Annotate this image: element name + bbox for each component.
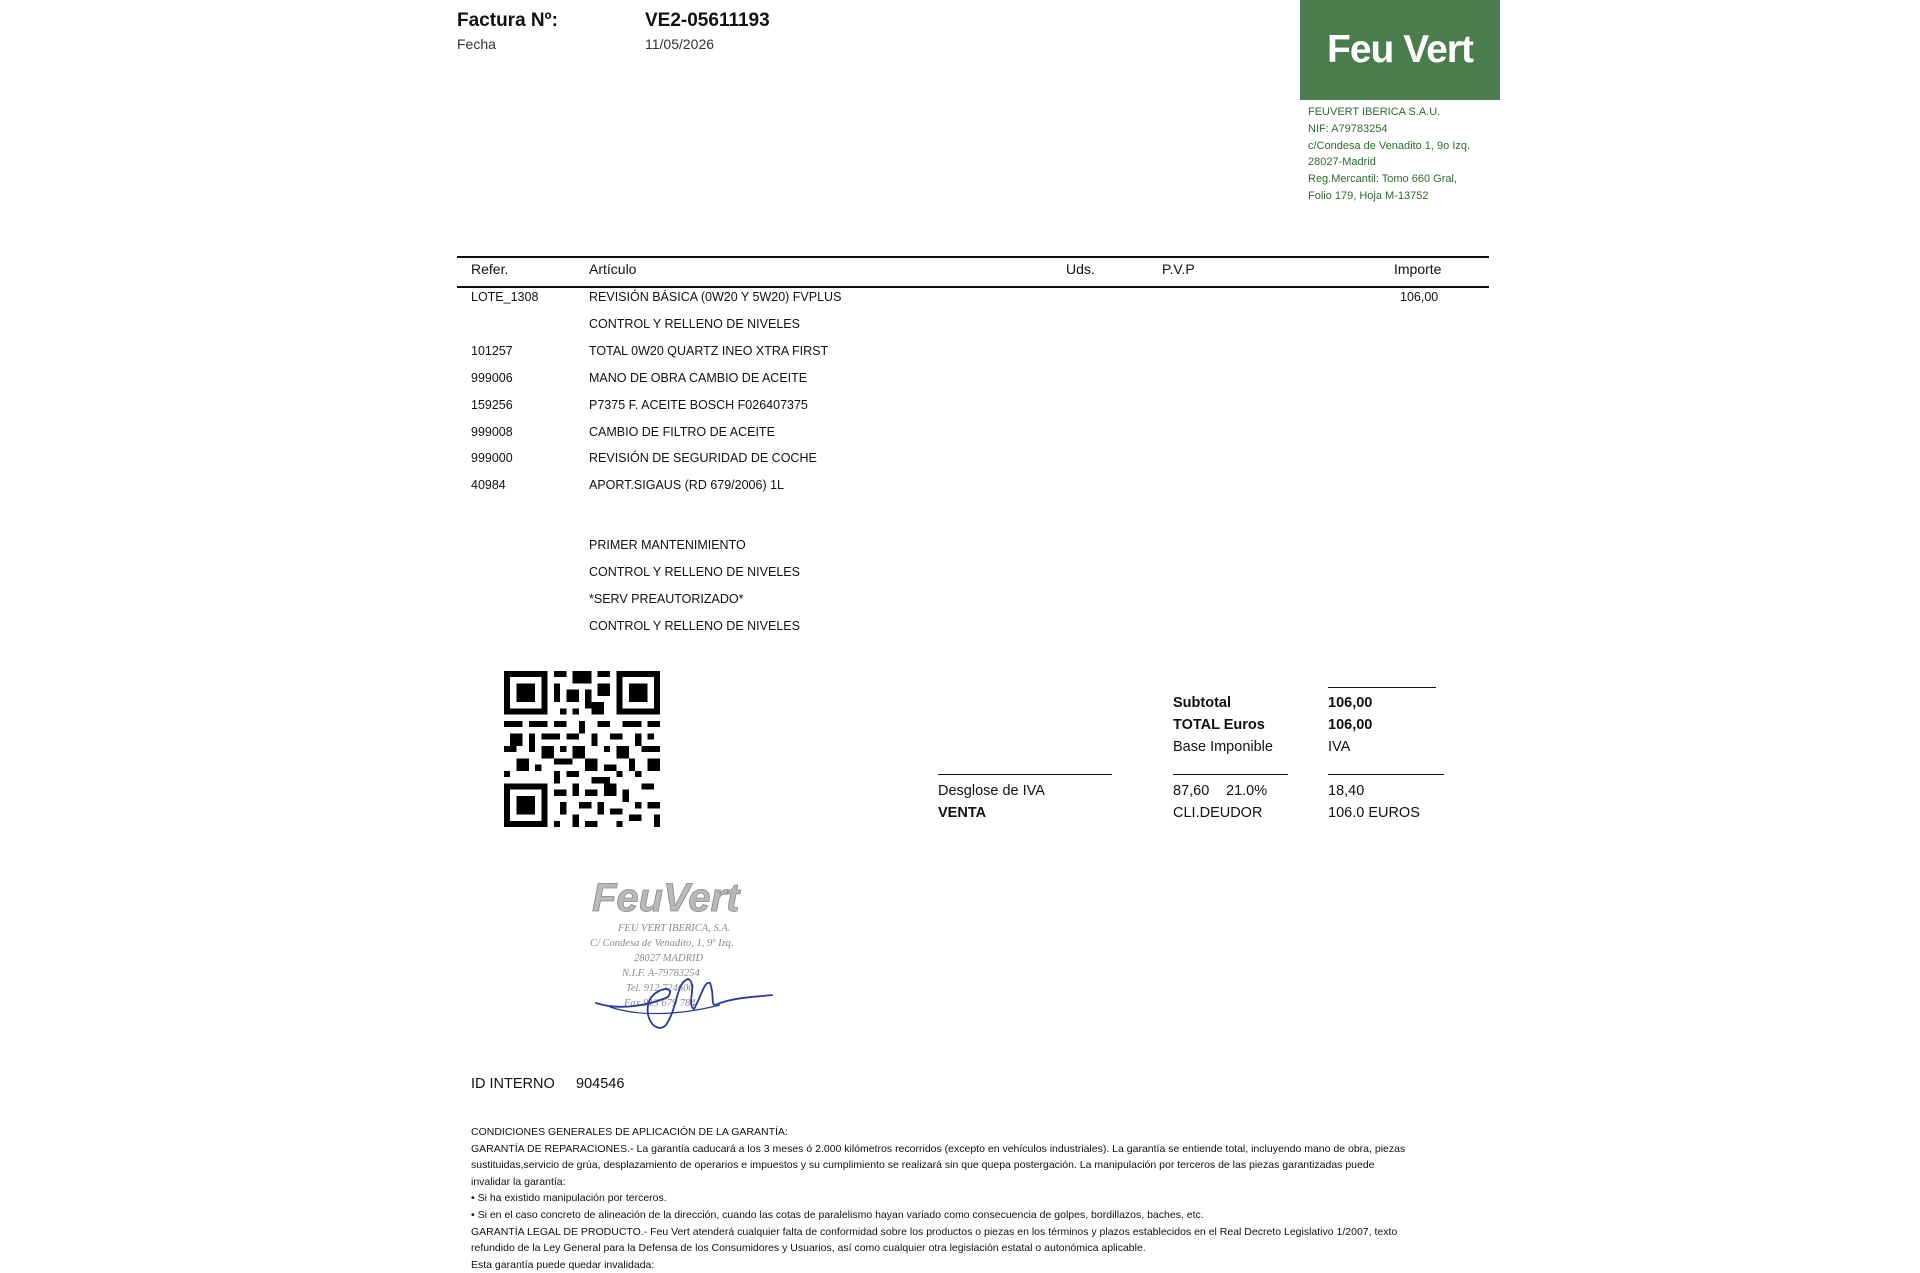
base-value: 87,60 (1173, 783, 1210, 799)
table-top-rule (457, 256, 1489, 258)
qr-code (504, 671, 660, 827)
base-imponible-label: Base Imponible (1173, 739, 1273, 755)
condition-line: sustituidas,servicio de grúa, desplazamiento de operarios e impuestos y su cumplimiento se realizará sin que quepa postergación. La manipulación por terceros de las piezas garantizadas puede (471, 1159, 1375, 1172)
company-line: FEUVERT IBERICA S.A.U. (1308, 106, 1441, 118)
stamp-brand: FeuVert (592, 876, 740, 920)
note-line: PRIMER MANTENIMIENTO (589, 538, 746, 552)
total-label: TOTAL Euros (1173, 717, 1265, 733)
base-rule (1173, 774, 1288, 775)
company-line: c/Condesa de Venadito 1, 9o Izq. (1308, 139, 1471, 152)
row-ref: 101257 (471, 344, 513, 358)
row-article: CAMBIO DE FILTRO DE ACEITE (589, 425, 775, 439)
condition-line: invalidar la garantía: (471, 1175, 566, 1188)
col-header-ref: Refer. (471, 261, 509, 277)
euros-value: 106.0 EUROS (1328, 805, 1420, 821)
company-line: Folio 179, Hoja M-13752 (1308, 189, 1429, 202)
subtotal-rule (1328, 687, 1436, 688)
id-interno-label: ID INTERNO (471, 1076, 555, 1092)
desglose-rule (938, 774, 1112, 775)
iva-rate: 21.0% (1226, 783, 1268, 799)
note-line: CONTROL Y RELLENO DE NIVELES (589, 619, 800, 633)
row-article: P7375 F. ACEITE BOSCH F026407375 (589, 398, 808, 412)
subtotal-value: 106,00 (1328, 695, 1373, 711)
row-ref: LOTE_1308 (471, 290, 539, 304)
note-line: CONTROL Y RELLENO DE NIVELES (589, 565, 800, 579)
logo-text: Feu Vert (1327, 28, 1473, 71)
company-line: Reg.Mercantil: Tomo 660 Gral, (1308, 173, 1457, 186)
id-interno-value: 904546 (576, 1076, 625, 1092)
row-ref: 999006 (471, 371, 513, 385)
row-article: REVISIÓN BÁSICA (0W20 Y 5W20) FVPLUS (589, 290, 842, 304)
iva-value: 18,40 (1328, 783, 1365, 799)
col-header-pvp: P.V.P (1162, 261, 1195, 277)
condition-line: • Si en el caso concreto de alineación de la dirección, cuando las cotas de paralelismo hayan variado como consecuencia de golpes, bordillazos, baches, etc. (471, 1208, 1204, 1221)
row-article: MANO DE OBRA CAMBIO DE ACEITE (589, 371, 808, 385)
invoice-date: 11/05/2026 (645, 36, 715, 52)
condition-line: • Si ha existido manipulación por terceros. (471, 1192, 667, 1205)
stamp-line: Tel. 912 724600 (626, 983, 694, 994)
condition-line: GARANTÍA DE REPARACIONES.- La garantía caducará a los 3 meses ó 2.000 kilómetros recorridos (excepto en vehículos industriales). La garantía se entiende total, incluyendo mano de obra, piezas (471, 1142, 1406, 1155)
date-label: Fecha (457, 36, 496, 52)
condition-line: CONDICIONES GENERALES DE APLICACIÓN DE LA GARANTÍA: (471, 1126, 788, 1138)
stamp-line: Fax 913 679 784 (624, 998, 696, 1009)
row-article: TOTAL 0W20 QUARTZ INEO XTRA FIRST (589, 344, 829, 358)
desglose-iva-label: Desglose de IVA (938, 783, 1045, 799)
invoice-number-label: Factura Nº: (457, 10, 558, 31)
condition-line: GARANTÍA LEGAL DE PRODUCTO.- Feu Vert atenderá cualquier falta de conformidad sobre los productos o piezas en los términos y plazos establecidos en el Real Decreto Legislativo 1/2007, texto (471, 1225, 1398, 1238)
condition-line: Esta garantía puede quedar invalidada: (471, 1258, 655, 1271)
row-ref: 999008 (471, 425, 513, 439)
stamp-line: N.I.F. A-79783254 (622, 968, 700, 979)
iva-rule (1328, 774, 1444, 775)
table-header-rule (457, 286, 1489, 288)
warranty-conditions (471, 1124, 1491, 1273)
venta-label: VENTA (938, 805, 987, 821)
condition-line: refundido de la Ley General para la Defensa de los Consumidores y Usuarios, así como cualquier otra legislación estatal o autonómica aplicable. (471, 1242, 1146, 1255)
row-amount: 106,00 (1400, 290, 1439, 304)
company-stamp (580, 875, 790, 1045)
stamp-line: 28027 MADRID (634, 953, 704, 964)
company-line: NIF: A79783254 (1308, 122, 1388, 135)
stamp-line: C/ Condesa de Venadito, 1, 9º Izq. (590, 938, 734, 949)
cli-deudor-label: CLI.DEUDOR (1173, 805, 1263, 821)
col-header-article: Artículo (589, 261, 637, 277)
total-value: 106,00 (1328, 717, 1373, 733)
iva-label: IVA (1328, 739, 1351, 755)
company-line: 28027-Madrid (1308, 156, 1376, 169)
subtotal-label: Subtotal (1173, 695, 1231, 711)
row-article: APORT.SIGAUS (RD 679/2006) 1L (589, 478, 784, 492)
stamp-line: FEU VERT IBERICA, S.A. (618, 923, 731, 934)
note-line: *SERV PREAUTORIZADO* (589, 592, 744, 606)
feu-vert-logo (1300, 0, 1500, 100)
row-article: REVISIÓN DE SEGURIDAD DE COCHE (589, 451, 817, 465)
col-header-amount: Importe (1394, 261, 1442, 277)
invoice-number: VE2-05611193 (645, 10, 770, 31)
col-header-units: Uds. (1066, 261, 1095, 277)
row-ref: 999000 (471, 451, 513, 465)
company-info (1308, 104, 1470, 205)
row-ref: 159256 (471, 398, 513, 412)
row-ref: 40984 (471, 478, 506, 492)
row-article: CONTROL Y RELLENO DE NIVELES (589, 317, 800, 331)
